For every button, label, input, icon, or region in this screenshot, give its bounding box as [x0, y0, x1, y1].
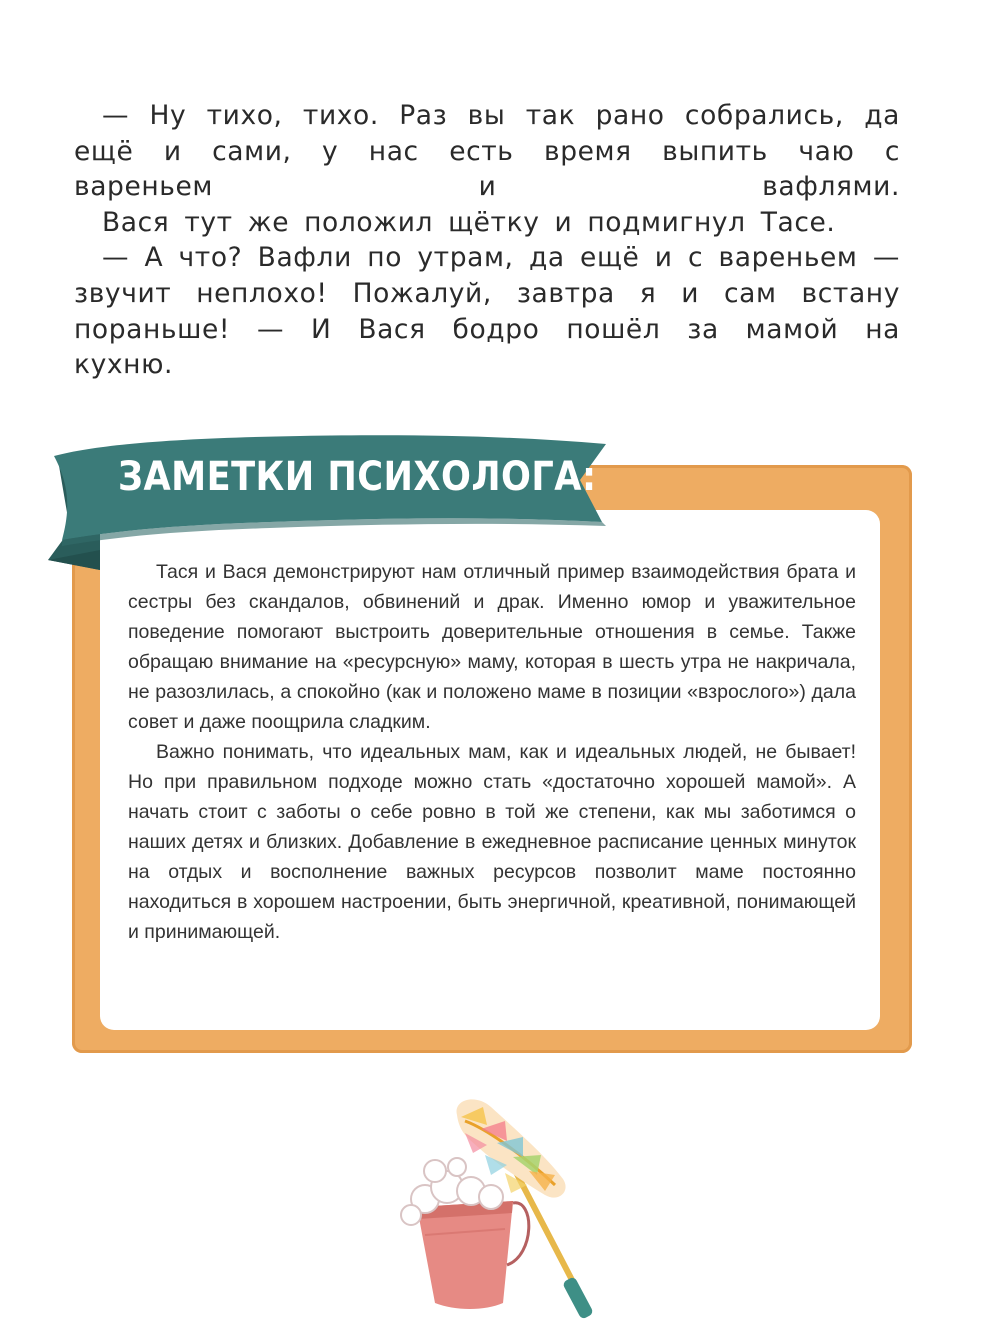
- story-paragraph-3: — А что? Вафли по утрам, да ещё и с вареньем — звучит неплохо! Пожалуй, завтра я и сам встану пораньше! — И Вася бодро пошёл за мамой на кухню.: [74, 242, 900, 381]
- story-text: [74, 98, 900, 383]
- notes-title: ЗАМЕТКИ ПСИХОЛОГА:: [118, 454, 597, 500]
- notes-text: [128, 557, 856, 947]
- story-paragraph-2: Вася тут же положил щётку и подмигнул Тасе.: [102, 206, 836, 238]
- bucket-and-duster-icon: [395, 1095, 595, 1325]
- story-paragraph-1: — Ну тихо, тихо. Раз вы так рано собрались, да ещё и сами, у нас есть время выпить чаю с вареньем и вафлями.: [74, 100, 900, 203]
- notes-paragraph-1: Тася и Вася демонстрируют нам отличный пример взаимодействия брата и сестры без скандалов, обвинений и драк. Именно юмор и уважительное поведение помогают выстроить доверительные отношения в семье. Также обращаю внимание на «ресурсную» маму, которая в шесть утра не накричала, не разозлилась, а спокойно (как и положено маме в позиции «взрослого») дала совет и даже поощрила сладким.: [128, 561, 856, 733]
- notes-paragraph-2: Важно понимать, что идеальных мам, как и идеальных людей, не бывает! Но при правильном подходе можно стать «достаточно хорошей мамой». А начать стоит с заботы о себе ровно в той же степени, как мы заботимся о наших детях и близких. Добавление в ежедневное расписание ценных минуток на отдых и восполнение важных ресурсов позволит маме постоянно находиться в хорошем настроении, быть энергичной, креативной, понимающей и принимающей.: [128, 741, 856, 943]
